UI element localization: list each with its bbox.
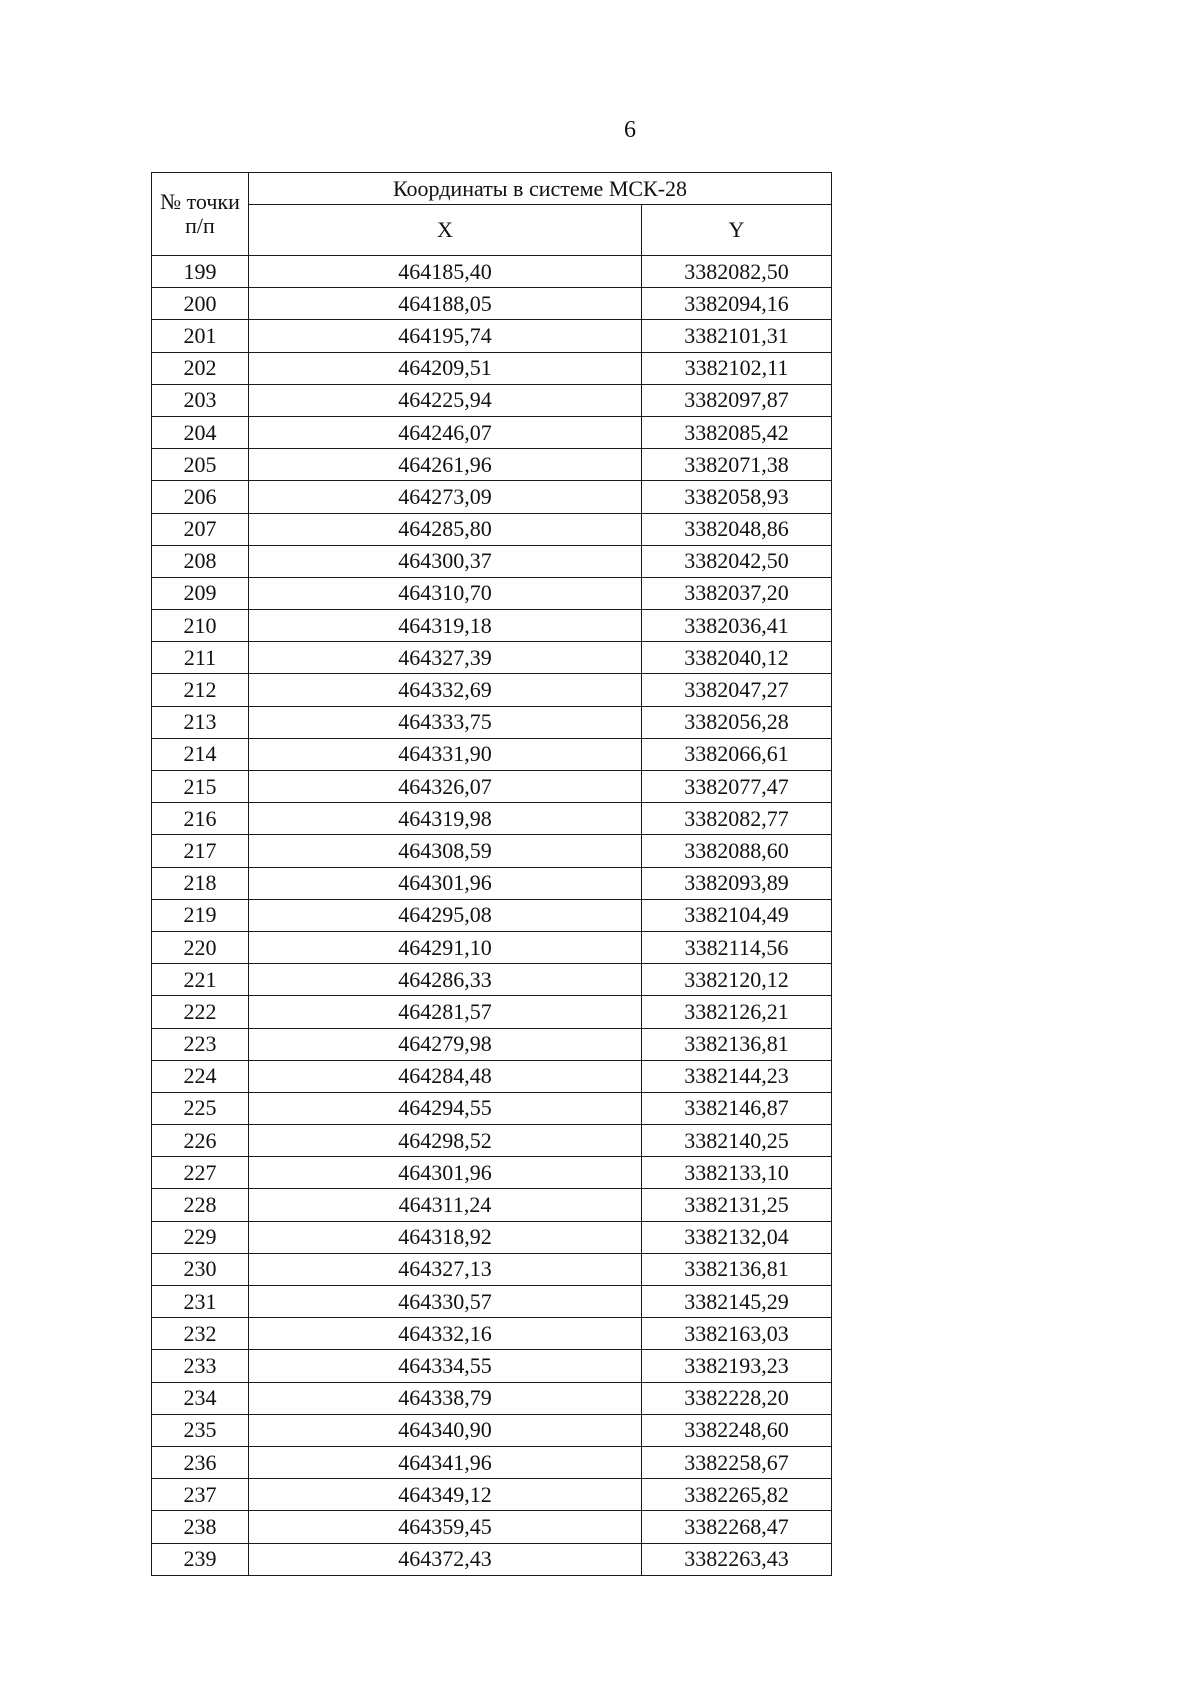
table-row xyxy=(152,771,832,803)
x-coordinate-cell: 464319,98 xyxy=(249,803,642,835)
table-row xyxy=(152,1318,832,1350)
header-coordinates: Координаты в системе МСК-28 xyxy=(249,173,832,205)
point-number-cell: 226 xyxy=(152,1125,249,1157)
y-coordinate-cell: 3382268,47 xyxy=(642,1511,832,1543)
x-coordinate-cell: 464310,70 xyxy=(249,577,642,609)
x-coordinate-cell: 464372,43 xyxy=(249,1543,642,1575)
x-coordinate-cell: 464340,90 xyxy=(249,1414,642,1446)
x-coordinate-cell: 464333,75 xyxy=(249,706,642,738)
x-coordinate-cell: 464311,24 xyxy=(249,1189,642,1221)
y-coordinate-cell: 3382263,43 xyxy=(642,1543,832,1575)
x-coordinate-cell: 464308,59 xyxy=(249,835,642,867)
table-row xyxy=(152,1253,832,1285)
point-number-cell: 205 xyxy=(152,449,249,481)
table-row xyxy=(152,1092,832,1124)
point-number-cell: 208 xyxy=(152,545,249,577)
x-coordinate-cell: 464291,10 xyxy=(249,931,642,963)
y-coordinate-cell: 3382047,27 xyxy=(642,674,832,706)
table-row xyxy=(152,706,832,738)
table-row xyxy=(152,931,832,963)
table-row xyxy=(152,1543,832,1575)
table-row xyxy=(152,449,832,481)
point-number-cell: 216 xyxy=(152,803,249,835)
x-coordinate-cell: 464281,57 xyxy=(249,996,642,1028)
header-y: Y xyxy=(642,205,832,256)
x-coordinate-cell: 464225,94 xyxy=(249,384,642,416)
point-number-cell: 207 xyxy=(152,513,249,545)
point-number-cell: 227 xyxy=(152,1157,249,1189)
y-coordinate-cell: 3382082,77 xyxy=(642,803,832,835)
y-coordinate-cell: 3382144,23 xyxy=(642,1060,832,1092)
point-number-cell: 199 xyxy=(152,256,249,288)
y-coordinate-cell: 3382126,21 xyxy=(642,996,832,1028)
point-number-cell: 237 xyxy=(152,1479,249,1511)
point-number-cell: 228 xyxy=(152,1189,249,1221)
table-row xyxy=(152,1286,832,1318)
point-number-cell: 217 xyxy=(152,835,249,867)
x-coordinate-cell: 464284,48 xyxy=(249,1060,642,1092)
table-row xyxy=(152,513,832,545)
point-number-cell: 212 xyxy=(152,674,249,706)
point-number-cell: 230 xyxy=(152,1253,249,1285)
x-coordinate-cell: 464185,40 xyxy=(249,256,642,288)
table-row xyxy=(152,1189,832,1221)
y-coordinate-cell: 3382228,20 xyxy=(642,1382,832,1414)
table-row xyxy=(152,320,832,352)
x-coordinate-cell: 464294,55 xyxy=(249,1092,642,1124)
table-row xyxy=(152,1221,832,1253)
point-number-cell: 236 xyxy=(152,1446,249,1478)
point-number-cell: 211 xyxy=(152,642,249,674)
header-point-number: № точки п/п xyxy=(152,173,249,256)
table-row xyxy=(152,545,832,577)
y-coordinate-cell: 3382066,61 xyxy=(642,738,832,770)
point-number-cell: 234 xyxy=(152,1382,249,1414)
y-coordinate-cell: 3382145,29 xyxy=(642,1286,832,1318)
point-number-cell: 218 xyxy=(152,867,249,899)
y-coordinate-cell: 3382056,28 xyxy=(642,706,832,738)
point-number-cell: 201 xyxy=(152,320,249,352)
point-number-cell: 238 xyxy=(152,1511,249,1543)
point-number-cell: 221 xyxy=(152,964,249,996)
y-coordinate-cell: 3382042,50 xyxy=(642,545,832,577)
x-coordinate-cell: 464286,33 xyxy=(249,964,642,996)
x-coordinate-cell: 464246,07 xyxy=(249,416,642,448)
y-coordinate-cell: 3382102,11 xyxy=(642,352,832,384)
x-coordinate-cell: 464261,96 xyxy=(249,449,642,481)
y-coordinate-cell: 3382114,56 xyxy=(642,931,832,963)
y-coordinate-cell: 3382088,60 xyxy=(642,835,832,867)
table-row xyxy=(152,1479,832,1511)
point-number-cell: 222 xyxy=(152,996,249,1028)
y-coordinate-cell: 3382146,87 xyxy=(642,1092,832,1124)
table-row xyxy=(152,867,832,899)
point-number-cell: 213 xyxy=(152,706,249,738)
table-row xyxy=(152,1028,832,1060)
point-number-cell: 202 xyxy=(152,352,249,384)
x-coordinate-cell: 464298,52 xyxy=(249,1125,642,1157)
x-coordinate-cell: 464319,18 xyxy=(249,610,642,642)
y-coordinate-cell: 3382265,82 xyxy=(642,1479,832,1511)
y-coordinate-cell: 3382248,60 xyxy=(642,1414,832,1446)
x-coordinate-cell: 464273,09 xyxy=(249,481,642,513)
page-number: 6 xyxy=(624,117,636,143)
x-coordinate-cell: 464279,98 xyxy=(249,1028,642,1060)
table-row xyxy=(152,288,832,320)
y-coordinate-cell: 3382058,93 xyxy=(642,481,832,513)
y-coordinate-cell: 3382077,47 xyxy=(642,771,832,803)
point-number-cell: 203 xyxy=(152,384,249,416)
x-coordinate-cell: 464341,96 xyxy=(249,1446,642,1478)
table-row xyxy=(152,481,832,513)
table-row xyxy=(152,610,832,642)
point-number-cell: 209 xyxy=(152,577,249,609)
y-coordinate-cell: 3382136,81 xyxy=(642,1253,832,1285)
y-coordinate-cell: 3382040,12 xyxy=(642,642,832,674)
point-number-cell: 223 xyxy=(152,1028,249,1060)
table-row xyxy=(152,256,832,288)
point-number-cell: 225 xyxy=(152,1092,249,1124)
point-number-cell: 232 xyxy=(152,1318,249,1350)
y-coordinate-cell: 3382037,20 xyxy=(642,577,832,609)
x-coordinate-cell: 464285,80 xyxy=(249,513,642,545)
table-row xyxy=(152,674,832,706)
table-row xyxy=(152,416,832,448)
table-row xyxy=(152,1060,832,1092)
x-coordinate-cell: 464332,69 xyxy=(249,674,642,706)
table-row xyxy=(152,835,832,867)
point-number-cell: 204 xyxy=(152,416,249,448)
table-row xyxy=(152,738,832,770)
y-coordinate-cell: 3382132,04 xyxy=(642,1221,832,1253)
table-row xyxy=(152,1382,832,1414)
point-number-cell: 235 xyxy=(152,1414,249,1446)
y-coordinate-cell: 3382097,87 xyxy=(642,384,832,416)
table-row xyxy=(152,1511,832,1543)
y-coordinate-cell: 3382136,81 xyxy=(642,1028,832,1060)
table-row xyxy=(152,1446,832,1478)
point-number-cell: 229 xyxy=(152,1221,249,1253)
x-coordinate-cell: 464195,74 xyxy=(249,320,642,352)
y-coordinate-cell: 3382131,25 xyxy=(642,1189,832,1221)
x-coordinate-cell: 464326,07 xyxy=(249,771,642,803)
x-coordinate-cell: 464300,37 xyxy=(249,545,642,577)
table-row xyxy=(152,1350,832,1382)
table-row xyxy=(152,803,832,835)
y-coordinate-cell: 3382093,89 xyxy=(642,867,832,899)
point-number-cell: 210 xyxy=(152,610,249,642)
y-coordinate-cell: 3382094,16 xyxy=(642,288,832,320)
x-coordinate-cell: 464359,45 xyxy=(249,1511,642,1543)
x-coordinate-cell: 464301,96 xyxy=(249,1157,642,1189)
y-coordinate-cell: 3382258,67 xyxy=(642,1446,832,1478)
y-coordinate-cell: 3382082,50 xyxy=(642,256,832,288)
y-coordinate-cell: 3382163,03 xyxy=(642,1318,832,1350)
table-row xyxy=(152,642,832,674)
table-row xyxy=(152,1125,832,1157)
x-coordinate-cell: 464301,96 xyxy=(249,867,642,899)
point-number-cell: 224 xyxy=(152,1060,249,1092)
point-number-cell: 239 xyxy=(152,1543,249,1575)
table-row xyxy=(152,964,832,996)
table-row xyxy=(152,352,832,384)
y-coordinate-cell: 3382104,49 xyxy=(642,899,832,931)
y-coordinate-cell: 3382071,38 xyxy=(642,449,832,481)
table-row xyxy=(152,384,832,416)
x-coordinate-cell: 464332,16 xyxy=(249,1318,642,1350)
coordinates-table xyxy=(151,172,832,1576)
y-coordinate-cell: 3382193,23 xyxy=(642,1350,832,1382)
table-header xyxy=(152,173,832,256)
y-coordinate-cell: 3382133,10 xyxy=(642,1157,832,1189)
point-number-cell: 219 xyxy=(152,899,249,931)
x-coordinate-cell: 464318,92 xyxy=(249,1221,642,1253)
table-body xyxy=(152,256,832,1576)
x-coordinate-cell: 464331,90 xyxy=(249,738,642,770)
table-row xyxy=(152,1414,832,1446)
y-coordinate-cell: 3382048,86 xyxy=(642,513,832,545)
table-row xyxy=(152,1157,832,1189)
y-coordinate-cell: 3382101,31 xyxy=(642,320,832,352)
point-number-cell: 215 xyxy=(152,771,249,803)
point-number-cell: 220 xyxy=(152,931,249,963)
point-number-cell: 231 xyxy=(152,1286,249,1318)
x-coordinate-cell: 464349,12 xyxy=(249,1479,642,1511)
x-coordinate-cell: 464327,13 xyxy=(249,1253,642,1285)
point-number-cell: 200 xyxy=(152,288,249,320)
x-coordinate-cell: 464330,57 xyxy=(249,1286,642,1318)
x-coordinate-cell: 464334,55 xyxy=(249,1350,642,1382)
table-row xyxy=(152,996,832,1028)
x-coordinate-cell: 464209,51 xyxy=(249,352,642,384)
y-coordinate-cell: 3382120,12 xyxy=(642,964,832,996)
y-coordinate-cell: 3382140,25 xyxy=(642,1125,832,1157)
x-coordinate-cell: 464327,39 xyxy=(249,642,642,674)
y-coordinate-cell: 3382036,41 xyxy=(642,610,832,642)
table-row xyxy=(152,577,832,609)
x-coordinate-cell: 464295,08 xyxy=(249,899,642,931)
point-number-cell: 206 xyxy=(152,481,249,513)
y-coordinate-cell: 3382085,42 xyxy=(642,416,832,448)
point-number-cell: 214 xyxy=(152,738,249,770)
header-x: X xyxy=(249,205,642,256)
table-row xyxy=(152,899,832,931)
x-coordinate-cell: 464188,05 xyxy=(249,288,642,320)
point-number-cell: 233 xyxy=(152,1350,249,1382)
x-coordinate-cell: 464338,79 xyxy=(249,1382,642,1414)
